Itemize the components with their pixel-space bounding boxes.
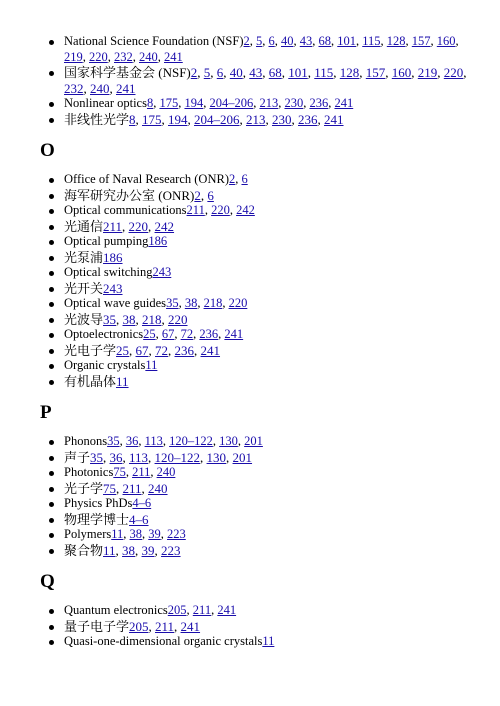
page-link[interactable]: 68 [268, 65, 282, 80]
index-term: Photonics [64, 465, 114, 479]
page-link[interactable]: 67 [161, 327, 175, 341]
page-link[interactable]: 240 [90, 80, 110, 96]
page-link[interactable]: 220 [89, 49, 108, 64]
index-term: 光泵浦 [64, 249, 104, 265]
page-link[interactable]: 175 [142, 111, 162, 127]
page-link[interactable]: 243 [152, 265, 172, 279]
page-link[interactable]: 72 [155, 342, 169, 358]
index-term: 光通信 [64, 218, 104, 234]
page-link[interactable]: 75 [103, 480, 117, 496]
index-term: 物理学博士 [64, 511, 130, 527]
page-link[interactable]: 113 [129, 449, 149, 465]
page-link[interactable]: 241 [334, 96, 354, 110]
index-term: Polymers [64, 527, 112, 541]
page-link[interactable]: 240 [139, 49, 158, 64]
index-entry: Phonons35, 36, 113, 120–122, 130, 201 [64, 434, 470, 450]
section-letter-heading: O [40, 140, 55, 161]
page-link[interactable]: 2 [228, 172, 236, 186]
index-entry: 光电子学25, 67, 72, 236, 241 [64, 343, 470, 359]
page-link[interactable]: 157 [365, 65, 386, 80]
index-entry: 量子电子学205, 211, 241 [64, 619, 470, 635]
index-term: 光电子学 [64, 342, 117, 358]
page-link[interactable]: 38 [184, 296, 198, 310]
index-entry: Quantum electronics205, 211, 241 [64, 603, 470, 619]
page-link[interactable]: 43 [299, 34, 313, 48]
index-entry [64, 250, 470, 266]
index-term: Optical communications [64, 203, 187, 217]
page-link[interactable]: 36 [109, 449, 123, 465]
index-entry-list [40, 34, 470, 127]
page-link[interactable]: 38 [122, 542, 136, 558]
index-term: Optoelectronics [64, 327, 144, 341]
page-link[interactable]: 8 [146, 96, 154, 110]
page-link[interactable]: 218 [203, 296, 223, 310]
page-link[interactable]: 220 [168, 311, 188, 327]
index-entry: National Science Foundation (NSF)2, 5, 6, 40, 43, 68, 101, 115, 128, 157, 160, 219, 220, 232, 240, 241 [64, 34, 470, 65]
page-link[interactable]: 220 [211, 203, 230, 217]
index-entry [64, 358, 470, 374]
page-link[interactable]: 6 [216, 65, 224, 80]
page-link[interactable]: 113 [144, 434, 163, 448]
page-link[interactable]: 43 [249, 65, 263, 80]
page-link[interactable]: 230 [284, 96, 304, 110]
index-term: Office of Naval Research (ONR) [64, 172, 229, 186]
page-link[interactable]: 72 [180, 327, 194, 341]
index-term: Quasi-one-dimensional organic crystals [64, 634, 263, 648]
index-term: Phonons [64, 434, 108, 448]
page-link[interactable]: 213 [246, 111, 266, 127]
index-section [40, 572, 470, 650]
page-link[interactable]: 11 [116, 373, 129, 389]
index-term: 声子 [64, 449, 91, 465]
page-link[interactable]: 160 [391, 65, 412, 80]
index-term: 海军研究办公室 (ONR) [64, 187, 195, 203]
page-link[interactable]: 205 [129, 618, 149, 634]
index-term: 光开关 [64, 280, 104, 296]
index-term: 有机晶体 [64, 373, 117, 389]
page-link[interactable]: 236 [174, 342, 195, 358]
page-link[interactable]: 2 [190, 65, 198, 80]
page-link[interactable]: 128 [339, 65, 360, 80]
index-entry: Office of Naval Research (ONR)2, 6 [64, 172, 470, 188]
page-link[interactable]: 11 [145, 358, 158, 372]
index-entry: 光波导35, 38, 218, 220 [64, 312, 470, 328]
page-link[interactable]: 240 [156, 465, 176, 479]
page-link[interactable]: 211 [132, 465, 151, 479]
page-link[interactable]: 241 [180, 618, 201, 634]
page-link[interactable]: 211 [155, 618, 175, 634]
index-entry: Photonics75, 211, 240 [64, 465, 470, 481]
page-link[interactable]: 128 [386, 34, 406, 48]
index-entry: Nonlinear optics8, 175, 194, 204–206, 213, 230, 236, 241 [64, 96, 470, 112]
page-link[interactable]: 38 [129, 527, 143, 541]
index-entry: 海军研究办公室 (ONR)2, 6 [64, 188, 470, 204]
page-link[interactable]: 211 [192, 603, 212, 617]
page-link[interactable]: 25 [116, 342, 130, 358]
page-link[interactable]: 101 [288, 65, 308, 80]
page-link[interactable]: 40 [229, 65, 243, 80]
page-link[interactable]: 211 [122, 480, 142, 496]
index-term: 光波导 [64, 311, 104, 327]
index-term: 国家科学基金会 (NSF) [64, 65, 191, 80]
index-term: Organic crystals [64, 358, 146, 372]
index-section [40, 141, 470, 389]
index-term: Nonlinear optics [64, 96, 147, 110]
page-link[interactable]: 232 [114, 49, 133, 64]
page-link[interactable]: 220 [128, 218, 149, 234]
index-term: 量子电子学 [64, 618, 130, 634]
section-letter-heading: Q [40, 571, 55, 592]
page-link[interactable]: 201 [244, 434, 263, 448]
page-link[interactable]: 4–6 [129, 511, 149, 527]
index-entry-list [40, 603, 470, 650]
page-link[interactable]: 219 [417, 65, 438, 80]
page-link[interactable]: 219 [64, 49, 83, 64]
page-link[interactable]: 130 [219, 434, 238, 448]
index-entry [64, 265, 470, 281]
page-link[interactable]: 115 [314, 65, 334, 80]
index-entry: Optical communications211, 220, 242 [64, 203, 470, 219]
page-link[interactable]: 5 [256, 34, 263, 48]
page-link[interactable]: 8 [129, 111, 136, 127]
page-link[interactable]: 6 [241, 172, 248, 186]
index-entry [64, 512, 470, 528]
index-section [40, 403, 470, 558]
page-link[interactable]: 39 [148, 527, 161, 541]
index-term: Physics PhDs [64, 496, 133, 510]
index-entry: 聚合物11, 38, 39, 223 [64, 543, 470, 559]
page-link[interactable]: 38 [122, 311, 136, 327]
index-entry: 国家科学基金会 (NSF)2, 5, 6, 40, 43, 68, 101, 115, 128, 157, 160, 219, 220, 232, 240, 241 [64, 65, 470, 96]
page-link[interactable]: 236 [199, 327, 219, 341]
index-entry: Optoelectronics25, 67, 72, 236, 241 [64, 327, 470, 343]
page-link[interactable]: 243 [103, 280, 123, 296]
page-link[interactable]: 2 [243, 34, 250, 48]
page-link[interactable]: 242 [154, 218, 175, 234]
index-entry [64, 281, 470, 297]
page-link[interactable]: 36 [125, 434, 139, 448]
page-link[interactable]: 2 [194, 187, 201, 203]
page-link[interactable]: 186 [103, 249, 123, 265]
page-link[interactable]: 240 [148, 480, 168, 496]
page-link[interactable]: 120–122 [154, 449, 201, 465]
page-link[interactable]: 35 [103, 311, 117, 327]
page-link[interactable]: 5 [203, 65, 211, 80]
section-letter-heading: P [40, 402, 52, 423]
page-link[interactable]: 68 [318, 34, 331, 48]
page-link[interactable]: 223 [161, 542, 181, 558]
page-link[interactable]: 204–206 [194, 111, 240, 127]
page-link[interactable]: 204–206 [209, 96, 254, 110]
page-link[interactable]: 241 [224, 327, 244, 341]
page-link[interactable]: 130 [206, 449, 227, 465]
index-entry [64, 374, 470, 390]
page-link[interactable]: 11 [111, 527, 124, 541]
page-link[interactable]: 241 [164, 49, 183, 64]
page-link[interactable]: 194 [168, 111, 188, 127]
index-entry [64, 234, 470, 250]
page-link[interactable]: 11 [262, 634, 275, 648]
page-link[interactable]: 115 [362, 34, 381, 48]
index-entry-list [40, 434, 470, 558]
index-term: Quantum electronics [64, 603, 168, 617]
page-link[interactable]: 220 [228, 296, 248, 310]
index-term: Optical pumping [64, 234, 149, 248]
index-entry: 非线性光学8, 175, 194, 204–206, 213, 230, 236, 241 [64, 112, 470, 128]
page-link[interactable]: 75 [113, 465, 126, 479]
page-link[interactable]: 67 [135, 342, 149, 358]
page-link[interactable]: 230 [272, 111, 292, 127]
page-link[interactable]: 241 [200, 342, 221, 358]
page-link[interactable]: 201 [232, 449, 253, 465]
index-term: 非线性光学 [64, 111, 130, 127]
page-link[interactable]: 220 [443, 65, 464, 80]
page-link[interactable]: 175 [159, 96, 179, 110]
page-link[interactable]: 232 [64, 80, 84, 96]
page-link[interactable]: 35 [107, 434, 120, 448]
index-entry-list [40, 172, 470, 389]
index-entry: 声子35, 36, 113, 120–122, 130, 201 [64, 450, 470, 466]
index-term: 聚合物 [64, 542, 104, 558]
page-link[interactable]: 211 [103, 218, 123, 234]
page-link[interactable]: 241 [324, 111, 344, 127]
page-link[interactable]: 160 [436, 34, 456, 48]
page-link[interactable]: 6 [268, 34, 275, 48]
index-term: Optical wave guides [64, 296, 167, 310]
page-link[interactable]: 11 [103, 542, 116, 558]
page-link[interactable]: 236 [298, 111, 318, 127]
page-link[interactable]: 242 [236, 203, 255, 217]
page-link[interactable]: 25 [143, 327, 156, 341]
page-link[interactable]: 186 [148, 234, 168, 248]
page-link[interactable]: 205 [167, 603, 187, 617]
index-entry: Polymers11, 38, 39, 223 [64, 527, 470, 543]
page-link[interactable]: 120–122 [169, 434, 213, 448]
page-link[interactable]: 213 [259, 96, 279, 110]
page-link[interactable]: 101 [337, 34, 356, 48]
page-link[interactable]: 241 [217, 603, 237, 617]
index-entry: 光子学75, 211, 240 [64, 481, 470, 497]
page-link[interactable]: 4–6 [132, 496, 152, 510]
page-link[interactable]: 236 [309, 96, 329, 110]
page-link[interactable]: 211 [186, 203, 205, 217]
index-term: Optical switching [64, 265, 153, 279]
page-link[interactable]: 39 [141, 542, 155, 558]
page-link[interactable]: 194 [184, 96, 204, 110]
index-term: National Science Foundation (NSF) [64, 34, 244, 48]
index-entry [64, 496, 470, 512]
page-link[interactable]: 35 [166, 296, 179, 310]
index-entry: 光通信211, 220, 242 [64, 219, 470, 235]
page-link[interactable]: 241 [116, 80, 136, 96]
index-term: 光子学 [64, 480, 104, 496]
index-section [40, 34, 470, 127]
page-link[interactable]: 35 [90, 449, 104, 465]
index-entry [64, 634, 470, 650]
page-link[interactable]: 218 [142, 311, 162, 327]
page-link[interactable]: 6 [207, 187, 214, 203]
page-link[interactable]: 157 [411, 34, 431, 48]
page-link[interactable]: 40 [281, 34, 294, 48]
page-link[interactable]: 223 [167, 527, 186, 541]
index-entry: Optical wave guides35, 38, 218, 220 [64, 296, 470, 312]
